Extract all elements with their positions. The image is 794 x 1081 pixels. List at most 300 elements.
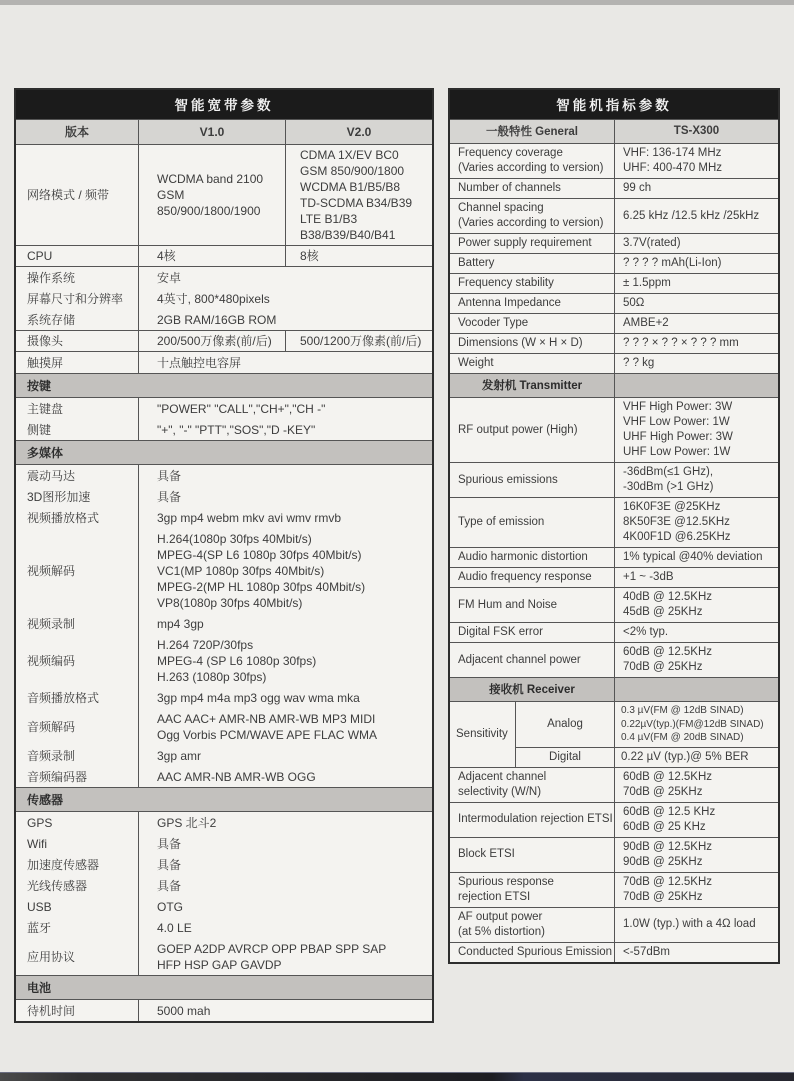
value-line: mp4 3gp [157,616,204,631]
value-line: 主键盘 [27,401,64,416]
value-line: 500/1200万像素(前/后) [300,334,422,348]
row-value [139,465,432,486]
row-label [16,145,139,245]
row-value [615,873,778,907]
value-line: GSM [157,188,185,202]
spec-row [450,253,778,273]
value-line: 4英寸, 800*480pixels [157,291,270,306]
value-line: Frequency stability [458,277,554,289]
row-value [139,486,432,507]
value-line: rejection ETSI [458,890,531,903]
value-line: 系统存储 [27,312,76,327]
value-line: -36dBm(≤1 GHz), [623,466,714,478]
row-value [139,288,432,309]
sensitivity-subrows [516,702,778,767]
spec-group [16,811,432,975]
value-line: (Varies according to version) [458,217,604,229]
row-label [450,643,615,677]
row-value [139,708,432,745]
row-value [615,838,778,872]
value-line: CPU [27,249,53,263]
value-line: H.264 720P/30fps [157,637,254,652]
row-value [615,568,778,587]
value-line: UHF: 400-470 MHz [623,162,723,174]
spec-row [16,330,432,351]
top-edge-bar [0,0,794,5]
value-line: RF output power (High) [458,423,578,436]
row-label [16,833,139,854]
value-line: 加速度传感器 [27,857,100,872]
value-line: GPS [27,815,53,830]
spec-row [450,567,778,587]
value-line: 触摸屏 [27,355,64,370]
sensitivity-subrow [516,747,778,767]
value-line: 视频编码 [27,653,76,668]
value-line: 屏幕尺寸和分辨率 [27,291,124,306]
value-line: 具备 [157,836,182,851]
value-line: VHF High Power: 3W [623,401,733,413]
value-line: 99 ch [623,182,652,194]
value-line: Spurious emissions [458,473,558,486]
row-label [450,314,615,333]
row-value [615,748,778,767]
value-line: AF output power [458,910,543,923]
row-value [615,334,778,353]
value-line: AAC AMR-NB AMR-WB OGG [157,769,316,784]
value-line: 蓝牙 [27,920,52,935]
subrow-label [516,748,615,767]
value-line: Dimensions (W × H × D) [458,337,583,349]
row-value-v1 [139,331,286,351]
row-label [450,548,615,567]
section-row [450,677,778,701]
row-value [139,507,432,528]
value-line: 视频解码 [27,563,76,578]
group-item [16,613,432,634]
row-value [615,588,778,622]
row-value [615,234,778,253]
value-line: <2% typ. [623,626,669,638]
value-line: 侧键 [27,422,52,437]
value-line: 70dB @ 25KHz [623,661,703,673]
row-value [139,833,432,854]
value-line: FM Hum and Noise [458,598,558,611]
row-value [139,613,432,634]
value-line: Weight [458,357,494,369]
value-line: UHF High Power: 3W [623,431,733,443]
section-row: 传感器 [16,787,432,811]
group-item [16,812,432,833]
col-header-v1: V1.0 [139,120,286,144]
value-line: 60dB @ 12.5KHz [623,646,713,658]
row-value [615,354,778,373]
value-line: Analog [547,717,583,730]
row-value [139,309,432,330]
value-line: Frequency coverage [458,147,563,159]
row-label [16,465,139,486]
spec-group [16,464,432,787]
value-line: Block ETSI [458,848,515,860]
spec-row [450,497,778,547]
row-value [139,812,432,833]
value-line: 8核 [300,249,319,263]
section-row [450,373,778,397]
value-line: 6.25 kHz /12.5 kHz /25kHz [623,209,760,222]
value-line: (at 5% distortion) [458,925,545,938]
value-line: 音频录制 [27,748,76,763]
spec-row [450,293,778,313]
value-line: 45dB @ 25KHz [623,606,703,618]
value-line: OTG [157,899,183,914]
value-line: Digital [549,750,581,763]
value-line: 震动马达 [27,468,76,483]
value-line: 音频解码 [27,719,76,734]
value-line: Adjacent channel [458,770,547,783]
group-item [16,528,432,613]
row-value [615,702,778,747]
value-line: 60dB @ 12.5KHz [623,770,713,783]
row-label [450,199,615,233]
value-line: 70dB @ 25KHz [623,890,703,903]
value-line: VC1(MP 1080p 30fps 40Mbit/s) [157,563,325,578]
value-line: 50Ω [623,297,645,309]
row-value [139,854,432,875]
value-line: 90dB @ 25KHz [623,855,703,868]
row-label [16,267,139,288]
row-label [16,352,139,373]
broadband-table-body [16,119,432,1021]
spec-row [450,907,778,942]
value-line: Conducted Spurious Emission [458,945,613,958]
value-line: 4.0 LE [157,920,192,935]
row-value [615,908,778,942]
value-line: Intermodulation rejection ETSI [458,813,613,825]
spec-row [450,333,778,353]
row-label [450,234,615,253]
row-value [139,398,432,419]
spec-row [450,642,778,677]
value-line: 具备 [157,857,182,872]
col-header-general: 一般特性 General [450,120,615,143]
value-line: H.264(1080p 30fps 40Mbit/s) [157,531,312,546]
row-value [615,314,778,333]
value-line: 网络模式 / 频带 [27,188,110,202]
value-line: 5000 mah [157,1003,211,1018]
row-label [16,613,139,634]
sensitivity-subrow [516,702,778,747]
value-line: Vocoder Type [458,317,529,329]
group-item [16,309,432,330]
value-line: Digital FSK error [458,626,543,638]
row-value-v1 [139,145,286,245]
row-value [139,896,432,917]
spec-row [450,233,778,253]
broadband-table-title: 智能宽带参数 [16,90,432,119]
row-label [16,309,139,330]
value-line: "POWER" "CALL","CH+","CH -" [157,401,326,416]
row-label [16,331,139,351]
section-row: 多媒体 [16,440,432,464]
group-item [16,708,432,745]
row-label [16,812,139,833]
row-value [615,254,778,273]
indicator-table-title: 智能机指标参数 [450,90,778,119]
row-value-v2 [286,145,432,245]
row-value [139,938,432,975]
value-line: 摄像头 [27,334,64,348]
row-value [615,768,778,802]
row-label [16,398,139,419]
row-label [450,873,615,907]
row-value [139,634,432,687]
row-value [615,643,778,677]
section-filler [615,678,778,701]
value-line: 操作系统 [27,270,76,285]
spec-group [16,999,432,1021]
row-label [450,354,615,373]
row-label [16,854,139,875]
value-line: LTE B1/B3 [300,212,358,226]
group-item [16,419,432,440]
value-line: Channel spacing [458,202,544,214]
row-label [450,498,615,547]
value-line: Ogg Vorbis PCM/WAVE APE FLAC WMA [157,727,378,742]
spec-row [450,622,778,642]
value-line: ± 1.5ppm [623,277,671,289]
value-line: WCDMA B1/B5/B8 [300,180,401,194]
row-value [139,745,432,766]
value-line: "+", "-" "PTT","SOS","D -KEY" [157,422,316,437]
value-line: 具备 [157,878,182,893]
row-value-v2 [286,246,432,266]
value-line: 具备 [157,489,182,504]
value-line: VHF Low Power: 1W [623,416,730,428]
value-line: 光线传感器 [27,878,88,893]
value-line: Type of emission [458,516,545,528]
spec-row [16,245,432,266]
column-header-row [16,119,432,144]
value-line: 3.7V(rated) [623,237,681,249]
group-item [16,507,432,528]
spec-row [450,313,778,333]
row-label [450,702,516,767]
value-line: 音频编码器 [27,769,88,784]
value-line: GPS 北斗2 [157,815,217,830]
row-label [450,274,615,293]
group-item [16,875,432,896]
row-label [16,917,139,938]
row-value [615,144,778,178]
row-label [450,294,615,313]
value-line: 70dB @ 12.5KHz [623,875,713,888]
group-item [16,352,432,373]
value-line: HFP HSP GAP GAVDP [157,957,282,972]
row-label [16,246,139,266]
video-progress-bar[interactable] [0,1072,794,1081]
value-line: 2GB RAM/16GB ROM [157,312,277,327]
value-line: Audio harmonic distortion [458,551,588,563]
row-label [16,875,139,896]
group-item [16,833,432,854]
value-line: 十点触控电容屏 [157,355,242,370]
value-line: 3gp amr [157,748,202,763]
value-line: GOEP A2DP AVRCP OPP PBAP SPP SAP [157,941,387,956]
row-value [615,463,778,497]
value-line: -30dBm (>1 GHz) [623,481,714,493]
value-line: Wifi [27,836,47,851]
value-line: 90dB @ 12.5KHz [623,840,713,853]
row-label [16,486,139,507]
spec-row [450,462,778,497]
group-item [16,854,432,875]
value-line: +1 ~ -3dB [623,571,674,583]
col-header-model: TS-X300 [673,125,720,137]
row-label [450,588,615,622]
value-line: USB [27,899,52,914]
row-label [16,745,139,766]
value-line: 8K50F3E @12.5KHz [623,516,730,528]
value-line: Adjacent channel power [458,653,581,666]
value-line: 4核 [157,249,176,263]
row-label [450,768,615,802]
spec-group [16,351,432,373]
row-value [615,623,778,642]
row-label [450,398,615,462]
value-line: TD-SCDMA B34/B39 [300,196,413,210]
row-label [16,687,139,708]
section-row: 按键 [16,373,432,397]
value-line: 安卓 [157,270,182,285]
group-item [16,938,432,975]
row-label [16,938,139,975]
group-item [16,766,432,787]
value-line: WCDMA band 2100 [157,172,264,186]
value-line: Audio frequency response [458,571,592,583]
value-line: ? ? ? ? mAh(Li-Ion) [623,257,722,269]
row-value [615,498,778,547]
value-line: 40dB @ 12.5KHz [623,591,713,603]
value-line: 音频播放格式 [27,690,100,705]
row-label [16,507,139,528]
spec-group [16,397,432,440]
col-header-version: 版本 [16,120,139,144]
row-label [16,288,139,309]
row-value [615,943,778,962]
group-item [16,1000,432,1021]
row-label [16,896,139,917]
indicator-table [448,88,780,964]
value-line: 3gp mp4 m4a mp3 ogg wav wma mka [157,690,360,705]
group-item [16,634,432,687]
value-line: 应用协议 [27,949,76,964]
row-label [450,803,615,837]
row-value [139,419,432,440]
spec-row [16,144,432,245]
subrow-label [516,702,615,747]
spec-row [450,178,778,198]
value-line: Sensitivity [456,727,508,740]
value-line: (Varies according to version) [458,162,604,174]
row-value [139,766,432,787]
value-line: Spurious response [458,875,554,888]
section-label: 接收机 Receiver [450,678,615,701]
row-value [139,267,432,288]
value-line: 1% typical @40% deviation [623,551,763,563]
spec-row [450,547,778,567]
row-value [615,548,778,567]
row-label [450,623,615,642]
row-value [615,803,778,837]
spec-row [450,143,778,178]
value-line: H.263 (1080p 30fps) [157,669,267,684]
row-value-v2 [286,331,432,351]
group-item [16,465,432,486]
spec-row [450,273,778,293]
spec-row [450,397,778,462]
value-line: B38/B39/B40/B41 [300,228,396,242]
value-line: MPEG-4(SP L6 1080p 30fps 40Mbit/s) [157,547,362,562]
row-value [615,294,778,313]
col-header-v2: V2.0 [346,124,372,139]
value-line: 视频播放格式 [27,510,100,525]
group-item [16,745,432,766]
value-line: AAC AAC+ AMR-NB AMR-WB MP3 MIDI [157,711,376,726]
row-value [615,199,778,233]
indicator-table-body [450,119,778,962]
value-line: 0.4 µV(FM @ 20dB SINAD) [621,732,744,743]
row-label [450,334,615,353]
row-label [450,838,615,872]
row-label [450,179,615,198]
value-line: CDMA 1X/EV BC0 [300,148,399,162]
value-line: VP8(1080p 30fps 40Mbit/s) [157,595,303,610]
row-label [16,1000,139,1021]
value-line: 具备 [157,468,182,483]
value-line: Antenna Impedance [458,297,561,309]
spec-row [450,837,778,872]
spec-row [450,872,778,907]
group-item [16,398,432,419]
group-item [16,917,432,938]
value-line: MPEG-2(MP HL 1080p 30fps 40Mbit/s) [157,579,366,594]
group-item [16,896,432,917]
row-value [139,352,432,373]
value-line: 60dB @ 12.5 KHz [623,805,716,818]
value-line: 1.0W (typ.) with a 4Ω load [623,918,756,930]
row-value [615,398,778,462]
group-item [16,288,432,309]
value-line: VHF: 136-174 MHz [623,147,722,159]
row-value-v1 [139,246,286,266]
value-line: MPEG-4 (SP L6 1080p 30fps) [157,653,317,668]
row-label [450,908,615,942]
spec-group [16,266,432,330]
group-item [16,687,432,708]
spec-row [450,767,778,802]
value-line: 200/500万像素(前/后) [157,334,272,348]
value-line: 待机时间 [27,1003,76,1018]
value-line: UHF Low Power: 1W [623,446,731,458]
value-line: 0.22µV(typ.)(FM@12dB SINAD) [621,718,764,730]
spec-row [450,353,778,373]
value-line: 4K00F1D @6.25KHz [623,531,731,543]
row-label [450,943,615,962]
value-line: <-57dBm [623,945,670,958]
spec-row [450,802,778,837]
spec-row [450,587,778,622]
section-row: 电池 [16,975,432,999]
section-filler [615,374,778,397]
